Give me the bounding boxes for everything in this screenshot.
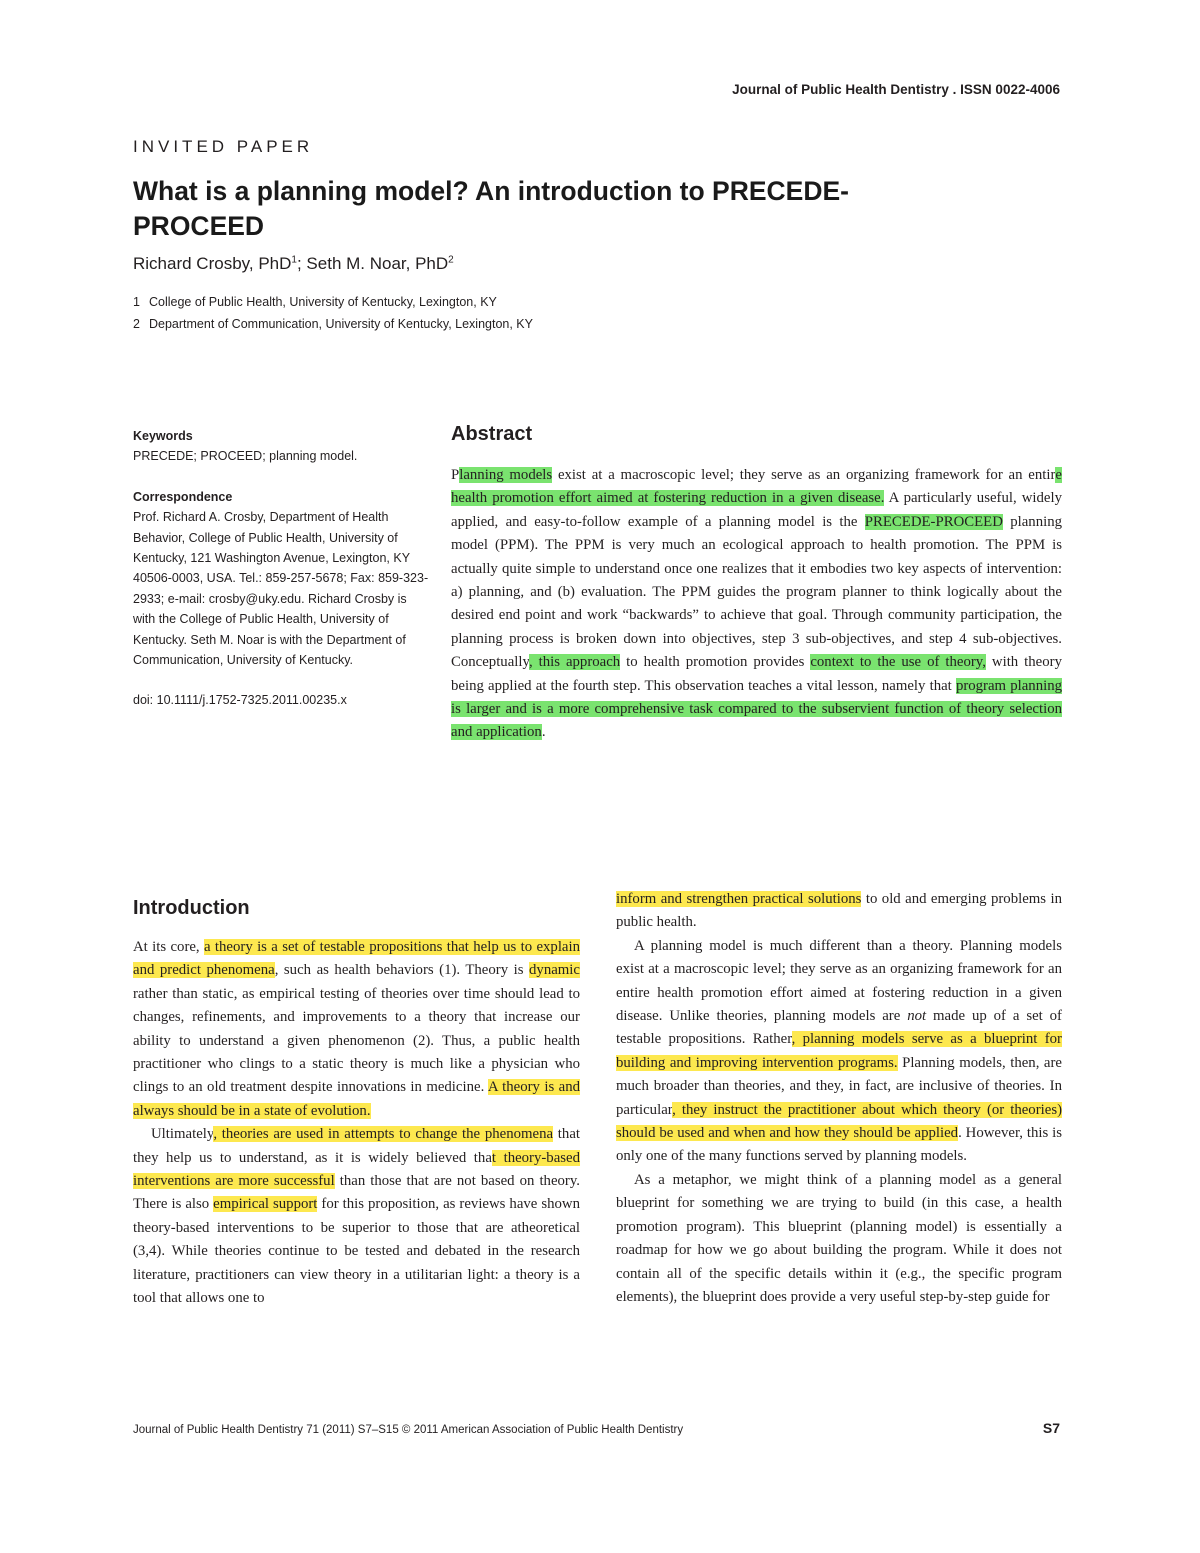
abstract-text — [451, 464, 1062, 745]
text-run: P — [451, 467, 460, 483]
affiliation-marker: 2 — [448, 254, 454, 266]
text-run: . However, this is only one of the many functions served by planning models. — [616, 1125, 1063, 1165]
highlight-yellow: empirical support — [213, 1196, 318, 1213]
author-list — [133, 254, 454, 274]
text-run: to health promotion provides — [620, 654, 811, 671]
paragraph: As a metaphor, we might think of a planning model as a general blueprint for something we are trying to build (in this case, a health promotion program). This blueprint (planning model) is essentially a roadmap for how we go about building the program. While it does not contain all of the specific details within it (e.g., the specific program elements), the blueprint does provide a very useful step-by-step guide for — [616, 1171, 1062, 1305]
highlight-yellow: t theory-based interventions are more successful — [133, 1149, 580, 1190]
text-run: with theory being applied at the fourth step. This observation teaches a vital lesson, namely that — [451, 654, 1062, 694]
text-run: A particularly useful, widely applied, and easy-to-follow example of a planning model is the — [451, 490, 1062, 530]
highlight-yellow: , they instruct the practitioner about which theory (or theories) should be used and when and how they should be applied — [616, 1101, 1062, 1142]
highlight-green: context to the use of theory, — [810, 654, 986, 671]
body-column-right — [616, 888, 1062, 1309]
affiliation-row — [133, 313, 533, 335]
highlight-green: PRECEDE-PROCEED — [864, 513, 1003, 530]
highlight-green: , this approach — [528, 654, 621, 671]
highlight-yellow: inform and strengthen practical solutions — [616, 891, 862, 907]
author-separator: ; — [296, 254, 307, 273]
article-sidebar — [133, 426, 431, 711]
highlight-green: e health promotion effort aimed at fostering reduction in a given disease. — [451, 467, 1062, 507]
text-run: Planning models, then, are much broader than theories, and they, in fact, are inclusive of theories. In particular — [616, 1054, 1062, 1118]
highlight-yellow: A theory is and always should be in a state of evolution. — [133, 1079, 580, 1119]
text-run: rather than static, as empirical testing of theories over time should lead to changes, refinements, and improvements to a theory that increase our ability to understand a given phenomenon (2). Thus, a public health practitioner who clings to a static theory is much like a physician who clings to an old treatment despite innovations in medicine. — [133, 985, 580, 1096]
affiliation-number: 2 — [133, 317, 140, 331]
text-run: planning model (PPM). The PPM is very much an ecological approach to health promotion. The PPM is actually quite simple to understand once one realizes that it embodies two key aspects of intervention: a) planning, and (b) evaluation. The PPM guides the program planner to think logically about the desired end point and work “backwards” to achieve that goal. Through community participation, the planning process is broken down into objectives, step 3 sub-objectives, and step 4 sub-objectives. Conceptually — [451, 513, 1063, 671]
paragraph — [133, 936, 580, 1123]
text-run: , such as health behaviors (1). Theory is — [274, 962, 530, 979]
introduction-heading: Introduction — [133, 897, 250, 919]
journal-header: Journal of Public Health Dentistry . ISSN 0022-4006 — [732, 82, 1060, 97]
highlight-yellow: , theories are used in attempts to change the phenomena — [213, 1126, 554, 1143]
affiliations — [133, 291, 533, 335]
highlight-yellow: a theory is a set of testable propositions that help us to explain and predict phenomena — [133, 939, 581, 979]
doi-text: doi: 10.1111/j.1752-7325.2011.00235.x — [133, 693, 347, 708]
affiliation-marker: 1 — [291, 254, 297, 266]
affiliation-text: College of Public Health, University of Kentucky, Lexington, KY — [149, 295, 497, 309]
highlight-green: lanning models — [459, 467, 553, 483]
article-type-label: INVITED PAPER — [133, 137, 314, 156]
text-run: made up of a set of testable propositions. Rather — [616, 1008, 1062, 1048]
text-run: for this proposition, as reviews have shown theory-based interventions to be superior to those that are atheoretical (3,4). While theories continue to be tested and debated in the research literature, practitioners can view theory in a utilitarian light: a theory is a tool that allows one to — [133, 1196, 580, 1307]
paragraph — [133, 1123, 580, 1310]
paragraph — [616, 888, 1062, 935]
author-name: Richard Crosby, PhD — [133, 254, 292, 273]
affiliation-row — [133, 291, 533, 313]
affiliation-number: 1 — [133, 295, 140, 309]
text-run: At its core, — [133, 939, 204, 955]
author-name: Seth M. Noar, PhD — [306, 254, 449, 273]
page-footer: Journal of Public Health Dentistry 71 (2011) S7–S15 © 2011 American Association of Public Health Dentistry — [133, 1424, 684, 1436]
highlight-yellow: dynamic — [529, 962, 580, 979]
keywords-heading: Keywords — [133, 429, 193, 443]
text-run: A planning model is much different than a theory. Planning models exist at a macroscopic level; they serve as an organizing framework for an entire health promotion effort aimed at fostering reduction in a given disease. Unlike theories, planning models are — [616, 937, 1062, 1025]
abstract-heading: Abstract — [451, 423, 533, 445]
text-run: exist at a macroscopic level; they serve as an organizing framework for an entir — [552, 467, 1056, 483]
emphasis-text: not — [907, 1008, 927, 1025]
text-run: to old and emerging problems in public health. — [616, 891, 1062, 931]
highlight-yellow: , planning models serve as a blueprint for building and improving intervention programs. — [616, 1031, 1062, 1071]
page-number: S7 — [1042, 1420, 1060, 1436]
affiliation-text: Department of Communication, University of Kentucky, Lexington, KY — [149, 317, 533, 331]
keywords-text: PRECEDE; PROCEED; planning model. — [133, 449, 358, 464]
text-run: . — [541, 724, 546, 741]
text-run: than those that are not based on theory. There is also — [133, 1173, 580, 1213]
text-run: that they help us to understand, as it is widely believed tha — [133, 1126, 580, 1166]
correspondence-heading: Correspondence — [133, 489, 233, 504]
body-column-left — [133, 936, 580, 1311]
paragraph — [616, 935, 1062, 1169]
text-run: Ultimately — [151, 1126, 214, 1143]
article-title: What is a planning model? An introduction to PRECEDE-PROCEED — [133, 176, 849, 241]
correspondence-text: Prof. Richard A. Crosby, Department of Health Behavior, College of Public Health, University of Kentucky, 121 Washington Avenue, Lexington, KY 40506-0003, USA. Tel.: 859-257-5678; Fax: 859-323-2933; e-mail: crosby@uky.edu. Richard Crosby is with the College of Public Health, University of Kentucky. Seth M. Noar is with the Department of Communication, University of Kentucky. — [133, 510, 429, 668]
highlight-green: program planning is larger and is a more comprehensive task compared to the subservient function of theory selection and application — [451, 677, 1062, 741]
